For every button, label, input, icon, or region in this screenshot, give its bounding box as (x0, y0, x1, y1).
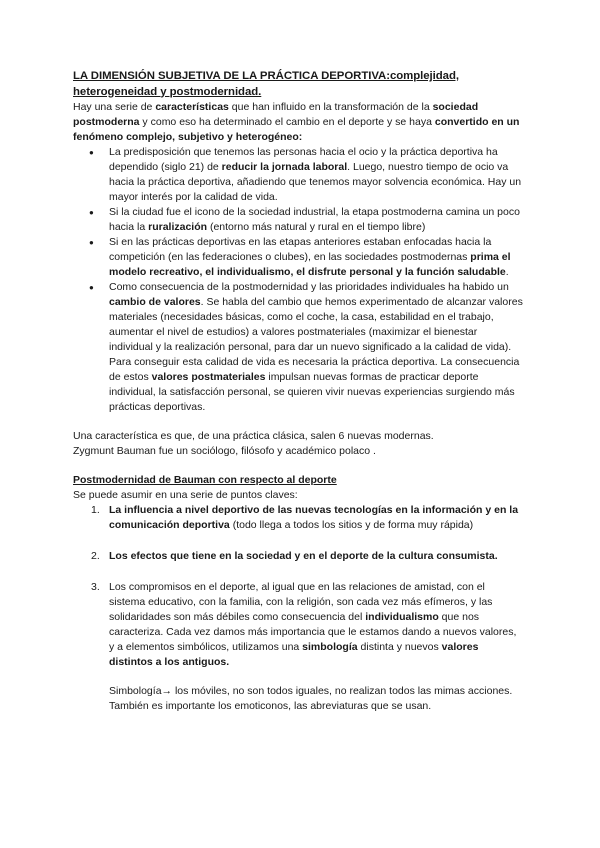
item-number: 3. (91, 581, 100, 593)
numbered-item: 1. La influencia a nivel deportivo de las nuevas tecnologías en la información y en la comunicación deportiva (todo llega a todos los sitios y de forma muy rápida) (91, 504, 519, 531)
section-intro: Se puede asumir en una serie de puntos claves: (73, 489, 298, 501)
numbered-item: 3. Los compromisos en el deporte, al igual que en las relaciones de amistad, con el sistema educativo, con la familia, con la religión, son cada vez más efímeros, y las solidaridades son más débiles como consecuencia del individualismo que nos caracteriza. Cada vez damos más importancia que le estamos dando a nuevos valores, y a elementos simbólicos, utilizamos una simbología distinta y nuevos valores distintos a los antiguos. Simbología→ los móviles, no son todos iguales, no realizan todos las mimas acciones. También es importante los emoticonos, las abreviaturas que se usan. (73, 580, 523, 714)
intro-paragraph: Hay una serie de características que han influido en la transformación de la sociedad postmoderna y como eso ha determinado el cambio en el deporte y se haya convertido en un fenómeno complejo, subjetivo y heterogéneo: (73, 101, 520, 143)
characteristics-list (73, 145, 523, 415)
bullet-item: ● Si en las prácticas deportivas en las etapas anteriores estaban enfocadas hacia la competición (en las federaciones o clubes), en las sociedades postmodernas prima el modelo recreativo, el individualismo, el disfrute personal y la función saludable. (73, 235, 523, 280)
bauman-note: Zygmunt Bauman fue un sociólogo, filósofo y académico polaco . (73, 445, 376, 457)
item-number: 2. (91, 550, 100, 562)
numbered-item: 2. Los efectos que tiene en la sociedad y en el deporte de la cultura consumista. (91, 550, 498, 562)
document-body (73, 69, 523, 714)
key-points-list (73, 503, 523, 714)
bullet-item: ● La predisposición que tenemos las personas hacia el ocio y la práctica deportiva ha dependido (siglo 21) de reducir la jornada laboral. Luego, nuestro tiempo de ocio va hacia la práctica deportiva, añadiendo que tenemos mayor solvencia económica. Hay un mayor interés por la calidad de vida. (73, 145, 523, 205)
bullet-item: ● Si la ciudad fue el icono de la sociedad industrial, la etapa postmoderna camina un poco hacia la ruralización (entorno más natural y rural en el tiempo libre) (73, 205, 523, 235)
section-heading: Postmodernidad de Bauman con respecto al deporte (73, 474, 337, 486)
bullet-item: ● Como consecuencia de la postmodernidad y las prioridades individuales ha habido un cambio de valores. Se habla del cambio que hemos experimentado de alcanzar valores materiales (necesidades básicas, como el coche, la casa, estabilidad en el trabajo, aumentar el nivel de estudios) a valores postmateriales (maximizar el bienestar individual y la realización personal, para dar un nuevo significado a la calidad de vida). Para conseguir esta calidad de vida es necesaria la práctica deportiva. La consecuencia de estos valores postmateriales impulsan nuevas formas de practicar deporte individual, la satisfacción personal, se quieren vivir nuevas experiencias surgiendo más prácticas deportivas. (73, 280, 523, 415)
document-title: LA DIMENSIÓN SUBJETIVA DE LA PRÁCTICA DEPORTIVA:complejidad, heterogeneidad y postmodernidad. (73, 70, 459, 98)
symbology-note: Simbología→ los móviles, no son todos iguales, no realizan todos las mimas acciones. También es importante los emoticonos, las abreviaturas que se usan. (109, 685, 513, 712)
characteristic-note: Una característica es que, de una práctica clásica, salen 6 nuevas modernas. (73, 430, 434, 442)
item-number: 1. (91, 504, 100, 516)
